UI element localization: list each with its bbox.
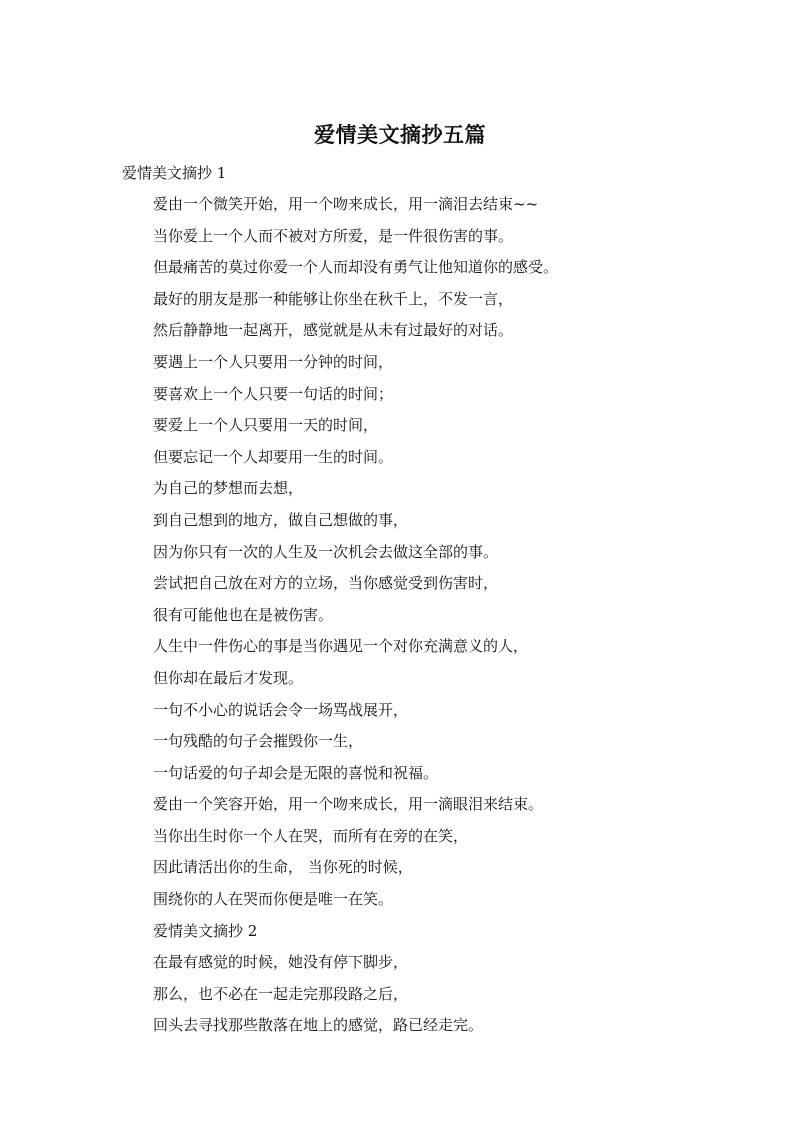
text-line: 一句残酷的句子会摧毁你一生， — [153, 732, 364, 751]
text-line: 爱由一个笑容开始，用一个吻来成长，用一滴眼泪来结束。 — [153, 795, 544, 814]
text-line: 但最痛苦的莫过你爱一个人而却没有勇气让他知道你的感受。 — [153, 258, 559, 277]
text-line: 一句话爱的句子却会是无限的喜悦和祝福。 — [153, 763, 439, 782]
text-line: 要喜欢上一个人只要一句话的时间； — [153, 384, 394, 403]
text-line: 爱由一个微笑开始，用一个吻来成长，用一滴泪去结束~~ — [153, 195, 539, 213]
text-line: 最好的朋友是那一种能够让你坐在秋千上，不发一言， — [153, 289, 514, 308]
text-line: 要遇上一个人只要用一分钟的时间， — [153, 352, 394, 371]
text-line: 尝试把自己放在对方的立场，当你感觉受到伤害时， — [153, 574, 499, 593]
text-line: 为自己的梦想而去想， — [153, 479, 304, 498]
section-heading: 爱情美文摘抄 2 — [153, 921, 258, 940]
text-line: 但要忘记一个人却要用一生的时间。 — [153, 447, 394, 466]
text-line: 因为你只有一次的人生及一次机会去做这全部的事。 — [153, 542, 499, 561]
text-line: 围绕你的人在哭而你便是唯一在笑。 — [153, 890, 394, 909]
text-line: 要爱上一个人只要用一天的时间， — [153, 416, 379, 435]
text-line: 当你爱上一个人而不被对方所爱，是一件很伤害的事。 — [153, 226, 514, 245]
text-line: 很有可能他也在是被伤害。 — [153, 605, 334, 624]
text-line: 在最有感觉的时候，她没有停下脚步， — [153, 953, 409, 972]
text-line: 但你却在最后才发现。 — [153, 668, 304, 687]
text-line: 然后静静地一起离开，感觉就是从未有过最好的对话。 — [153, 321, 514, 340]
body-text — [153, 192, 753, 1045]
text-line: 到自己想到的地方，做自己想做的事， — [153, 510, 409, 529]
text-line: 一句不小心的说话会令一场骂战展开， — [153, 700, 409, 719]
text-line: 人生中一件伤心的事是当你遇见一个对你充满意义的人， — [153, 637, 529, 656]
text-line: 那么，也不必在一起走完那段路之后， — [153, 984, 409, 1003]
text-line: 因此请活出你的生命， 当你死的时候， — [153, 858, 413, 877]
text-line: 当你出生时你一个人在哭，而所有在旁的在笑， — [153, 826, 469, 845]
text-line: 回头去寻找那些散落在地上的感觉，路已经走完。 — [153, 1016, 484, 1035]
document-title: 爱情美文摘抄五篇 — [314, 123, 486, 147]
section-heading: 爱情美文摘抄 1 — [122, 164, 227, 182]
